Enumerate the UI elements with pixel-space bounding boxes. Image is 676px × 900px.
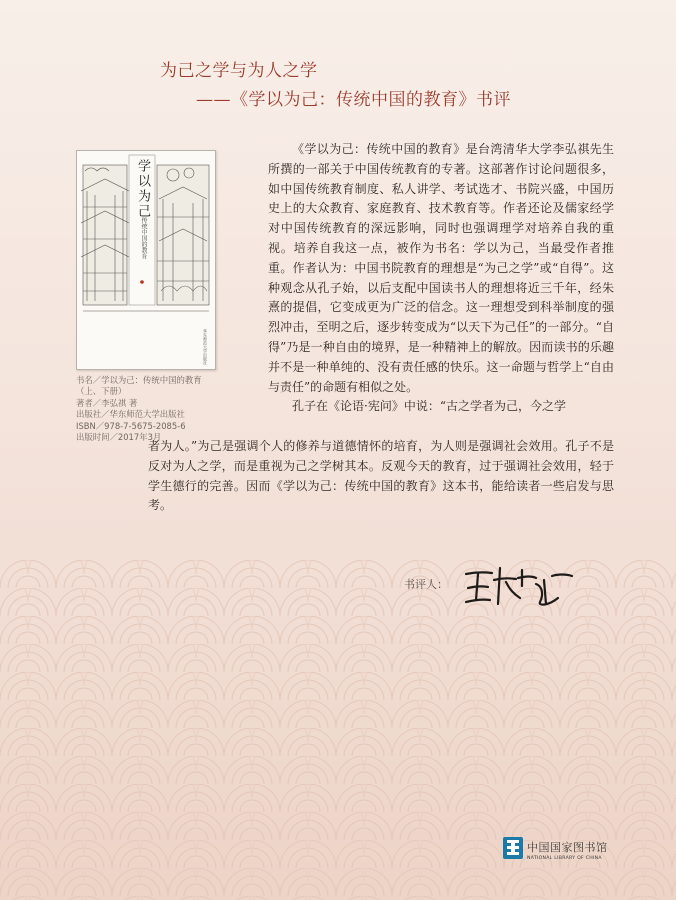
national-library-logo-icon <box>502 836 524 860</box>
reviewer-signature <box>462 560 582 610</box>
cover-subtitle: 传统中国的教育 <box>140 217 147 259</box>
caption-line: 书名／学以为己：传统中国的教育 <box>76 375 202 385</box>
paragraph-2-rest: 者为人。”为己是强调个人的修养与道德情怀的培育，为人则是强调社会效用。孔子不是反对为人之学，而是重视为己之学树其本。反观今天的教育，过于强调社会效用，轻于学生德行的完善。因而《学以为己：传统中国的教育》这本书，能给读者一些启发与思考。 <box>148 439 614 513</box>
paragraph-1: 《学以为己：传统中国的教育》是台湾清华大学李弘祺先生所撰的一部关于中国传统教育的专著。这部著作讨论问题很多，如中国传统教育制度、私人讲学、考试选才、书院兴盛，中国历史上的大众教育、家庭教育、技术教育等。作者还论及儒家经学对中国传统教育的深远影响，同时也强调理学对培养自我的重视。培养自我这一点，被作为书名：学以为己，当最受作者推重。作者认为：中国书院教育的理想是“为己之学”或“自得”。这种观念从孔子始，以后支配中国读书人的理想将近三千年，经朱熹的提倡，它变成更为广泛的信念。这一理想受到科举制度的强烈冲击，至明之后，逐步转变成为“以天下为己任”的一部分。“自得”乃是一种自由的境界，是一种精神上的解放。因而读书的乐趣并不是一种单纯的、没有责任感的快乐。这一命题与哲学上“自由与责任”的命题有相似之处。 <box>268 142 614 394</box>
review-body-right-column <box>268 140 614 417</box>
review-body-full-width <box>148 437 614 516</box>
title-line2: ——《学以为己：传统中国的教育》书评 <box>196 90 511 110</box>
reviewer-label: 书评人： <box>404 578 448 591</box>
title-line1: 为己之学与为人之学 <box>160 61 318 81</box>
caption-line: 出版时间／2017年3月 <box>76 432 162 443</box>
book-info-caption <box>76 375 236 443</box>
book-cover-image <box>76 150 216 370</box>
cover-publisher: 华东师范大学出版社 <box>203 329 208 365</box>
library-name <box>527 839 608 861</box>
paragraph-2-head: 孔子在《论语·宪问》中说：“古之学者为己，今之学 <box>292 399 566 414</box>
library-name-cn: 中国国家图书馆 <box>527 841 608 854</box>
caption-line: 著者／李弘祺 著 <box>76 397 138 408</box>
caption-line: 出版社／华东师范大学出版社 <box>76 409 185 420</box>
caption-line: （上、下册） <box>76 386 127 397</box>
cover-title: 学以为己 <box>135 159 150 219</box>
library-name-en: NATIONAL LIBRARY OF CHINA <box>527 856 602 861</box>
caption-line: ISBN／978-7-5675-2085-6 <box>76 420 186 431</box>
